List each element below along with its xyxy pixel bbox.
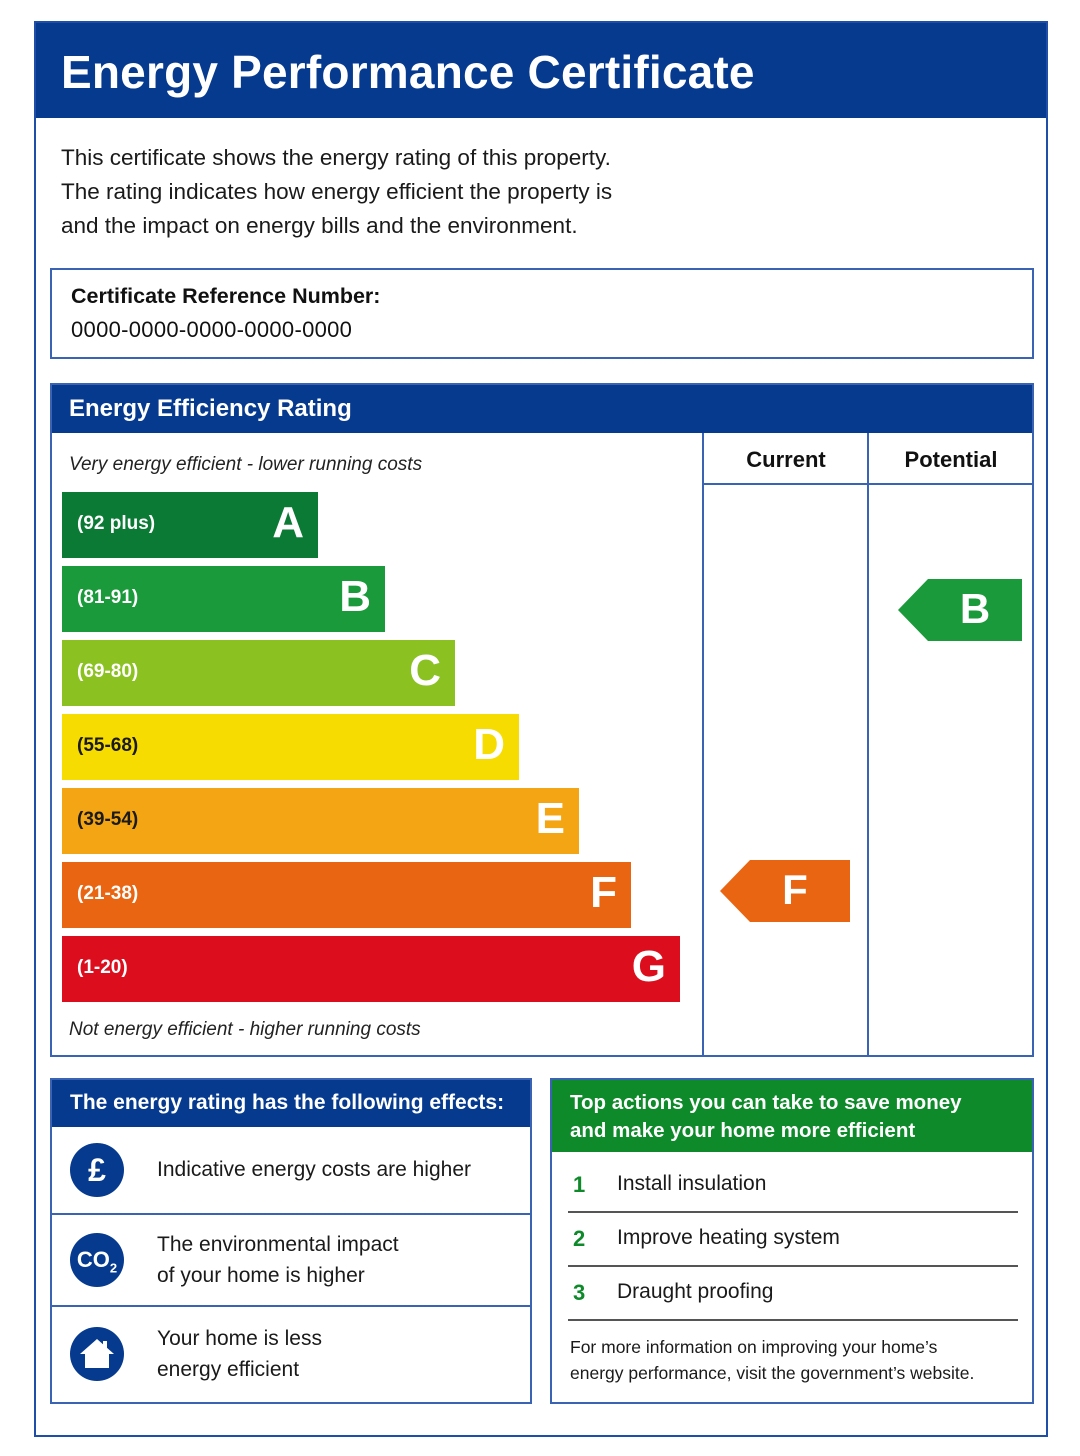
intro-text [61,141,701,243]
rating-band-f [62,862,631,928]
current-rating-arrow [720,860,850,922]
action-text: Improve heating system [617,1226,840,1249]
inefficient-note: Not energy efficient - higher running costs [69,1019,421,1040]
co2-subscript: 2 [109,1260,118,1276]
band-letter: A [272,498,304,547]
current-column-header: Current [746,447,826,472]
band-range: (21-38) [77,883,139,904]
pound-icon: £ [70,1143,124,1197]
actions-panel [550,1078,1034,1404]
reference-number: 0000-0000-0000-0000-0000 [71,317,353,342]
action-number: 1 [573,1172,586,1197]
band-range: (81-91) [77,587,139,608]
action-divider [568,1265,1018,1267]
band-range: (39-54) [77,809,139,830]
effect-line: Indicative energy costs are higher [157,1158,472,1181]
potential-column-header: Potential [904,447,998,472]
effect-line: The environmental impact [157,1233,399,1256]
rating-band-a [62,492,318,558]
effects-panel [50,1078,532,1404]
current-rating-letter: F [782,866,808,913]
page-title: Energy Performance Certificate [61,46,755,98]
action-number: 2 [573,1226,586,1251]
intro-line: The rating indicates how energy efficient the property is [61,179,613,204]
actions-header [552,1080,1032,1152]
rating-header [52,385,1032,433]
band-range: (55-68) [77,735,139,756]
column-header-divider [704,483,1032,485]
rating-band-g [62,936,680,1002]
actions-title [570,1089,1020,1145]
effect-line: of your home is higher [157,1264,365,1287]
more-info-text [570,1334,1025,1386]
rating-band-b [62,566,385,632]
more-info-line: For more information on improving your home’s [570,1337,938,1357]
reference-label: Certificate Reference Number: [71,284,381,308]
action-divider [568,1211,1018,1213]
potential-rating-arrow [898,579,1022,641]
rating-band-e [62,788,579,854]
energy-rating-panel [50,383,1034,1057]
rating-title: Energy Efficiency Rating [69,395,352,422]
intro-line: This certificate shows the energy rating of this property. [61,145,611,170]
band-letter: B [339,572,371,621]
action-divider [568,1319,1018,1321]
band-letter: G [631,942,666,991]
action-text: Install insulation [617,1172,767,1195]
effect-row [52,1127,530,1213]
co2-icon [70,1233,124,1287]
effects-header [52,1080,530,1127]
efficient-note: Very energy efficient - lower running costs [69,454,423,475]
title-bar [36,23,1046,118]
band-range: (1-20) [77,957,128,978]
rating-band-d [62,714,519,780]
house-icon [70,1327,124,1381]
actions-title-line: Top actions you can take to save money [570,1091,962,1114]
effect-row [52,1307,530,1402]
effect-row [52,1215,530,1305]
band-letter: C [409,646,441,695]
more-info-line: energy performance, visit the government’s website. [570,1363,975,1383]
band-range: (69-80) [77,661,139,682]
actions-title-line: and make your home more efficient [570,1119,916,1142]
column-divider [867,433,869,1055]
band-letter: E [535,794,565,843]
co2-symbol: CO [76,1247,110,1272]
rating-band-c [62,640,455,706]
effect-text [157,1323,322,1385]
band-letter: F [590,868,617,917]
band-letter: D [473,720,505,769]
effect-line: energy efficient [157,1358,300,1381]
effects-title: The energy rating has the following effects: [70,1091,505,1114]
effect-text [157,1154,471,1185]
potential-rating-letter: B [959,585,991,632]
effect-line: Your home is less [157,1327,322,1350]
effect-text [157,1229,399,1291]
house-glyph [70,1327,124,1381]
action-text: Draught proofing [617,1280,774,1303]
certificate [34,21,1048,1437]
band-range: (92 plus) [77,513,156,534]
reference-box [50,268,1034,359]
intro-line: and the impact on energy bills and the environment. [61,213,578,238]
action-number: 3 [573,1280,586,1305]
column-divider [702,433,704,1055]
